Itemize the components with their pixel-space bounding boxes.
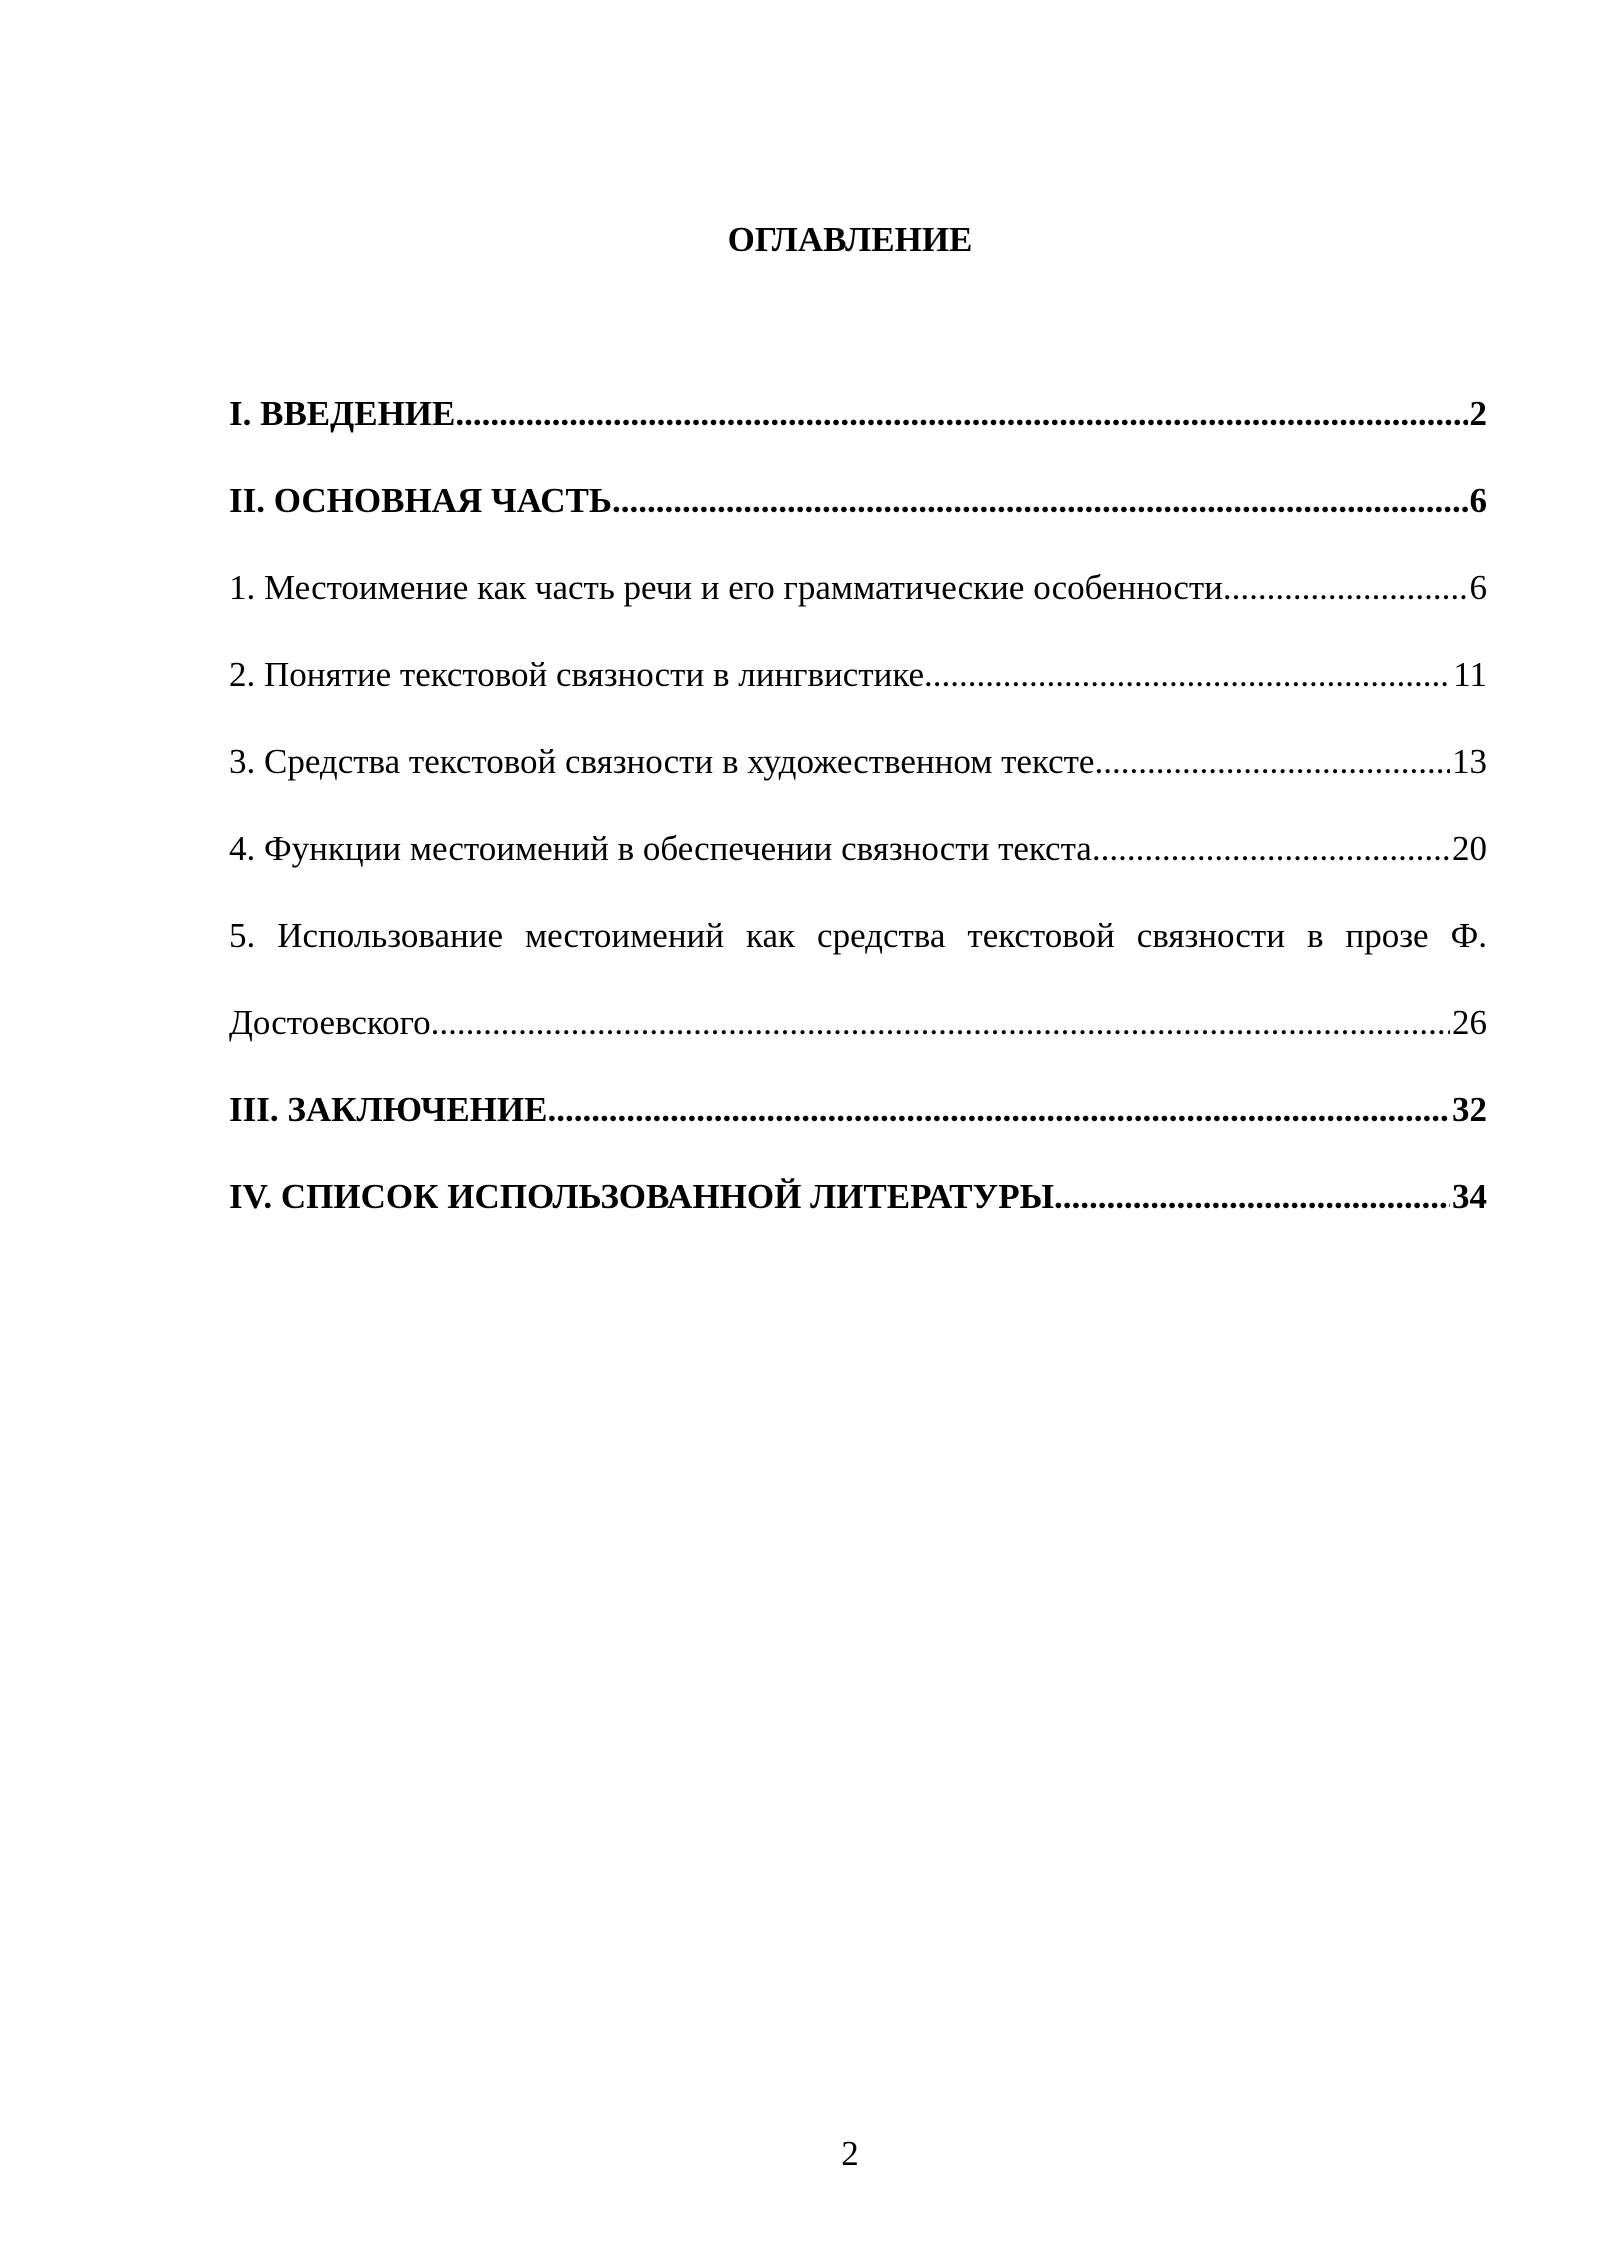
toc-page-number: 6 [1469,568,1487,607]
toc-entry-conclusion[interactable] [229,1088,1487,1175]
toc-page-number: 13 [1452,742,1487,781]
toc-entry-bibliography[interactable] [229,1175,1487,1262]
dot-leader [1223,566,1468,610]
toc-entry-section-2[interactable] [229,653,1487,740]
toc-entry-section-1[interactable] [229,566,1487,653]
toc-page-number: 34 [1452,1177,1487,1216]
toc-entry-section-3[interactable] [229,740,1487,827]
dot-leader [547,1088,1450,1132]
toc-entry-text: 2. Понятие текстовой связности в лингвистике [229,655,924,694]
toc-entry-introduction[interactable] [229,392,1487,479]
toc-entry-continuation [229,1001,1487,1088]
toc-page-number: 20 [1452,829,1487,868]
toc-entry-text: 4. Функции местоимений в обеспечении связности текста [229,829,1092,868]
dot-leader [1094,740,1450,784]
toc-entry-section-5[interactable] [229,914,1487,1088]
toc-entry-text: III. ЗАКЛЮЧЕНИЕ [229,1090,548,1129]
toc-entry-text: 1. Местоимение как часть речи и его грамматические особенности [229,568,1223,607]
toc-page-number: 6 [1469,481,1487,520]
toc-page-number: 2 [1469,394,1487,433]
toc-title: ОГЛАВЛЕНИЕ [727,220,973,259]
dot-leader [431,1001,1450,1045]
toc-page-number: 32 [1452,1090,1487,1129]
page-number: 2 [841,2134,859,2173]
toc-entry-main-part[interactable] [229,479,1487,566]
toc-page-number: 26 [1452,1003,1487,1042]
toc-entry-text-line2: Достоевского [229,1003,431,1042]
dot-leader [1092,827,1450,871]
toc-page-number: 11 [1453,655,1487,694]
dot-leader [612,479,1468,523]
table-of-contents [229,392,1487,1262]
dot-leader [455,392,1467,436]
toc-entry-text: 3. Средства текстовой связности в художественном тексте [229,742,1095,781]
toc-entry-text-line1: 5. Использование местоимений как средства текстовой связности в прозе Ф. [229,916,1487,955]
toc-entry-text: II. ОСНОВНАЯ ЧАСТЬ [229,481,612,520]
dot-leader [1054,1175,1450,1219]
toc-entry-section-4[interactable] [229,827,1487,914]
toc-entry-text: I. ВВЕДЕНИЕ [229,394,456,433]
toc-entry-text: IV. СПИСОК ИСПОЛЬЗОВАННОЙ ЛИТЕРАТУРЫ [229,1177,1054,1216]
dot-leader [924,653,1451,697]
